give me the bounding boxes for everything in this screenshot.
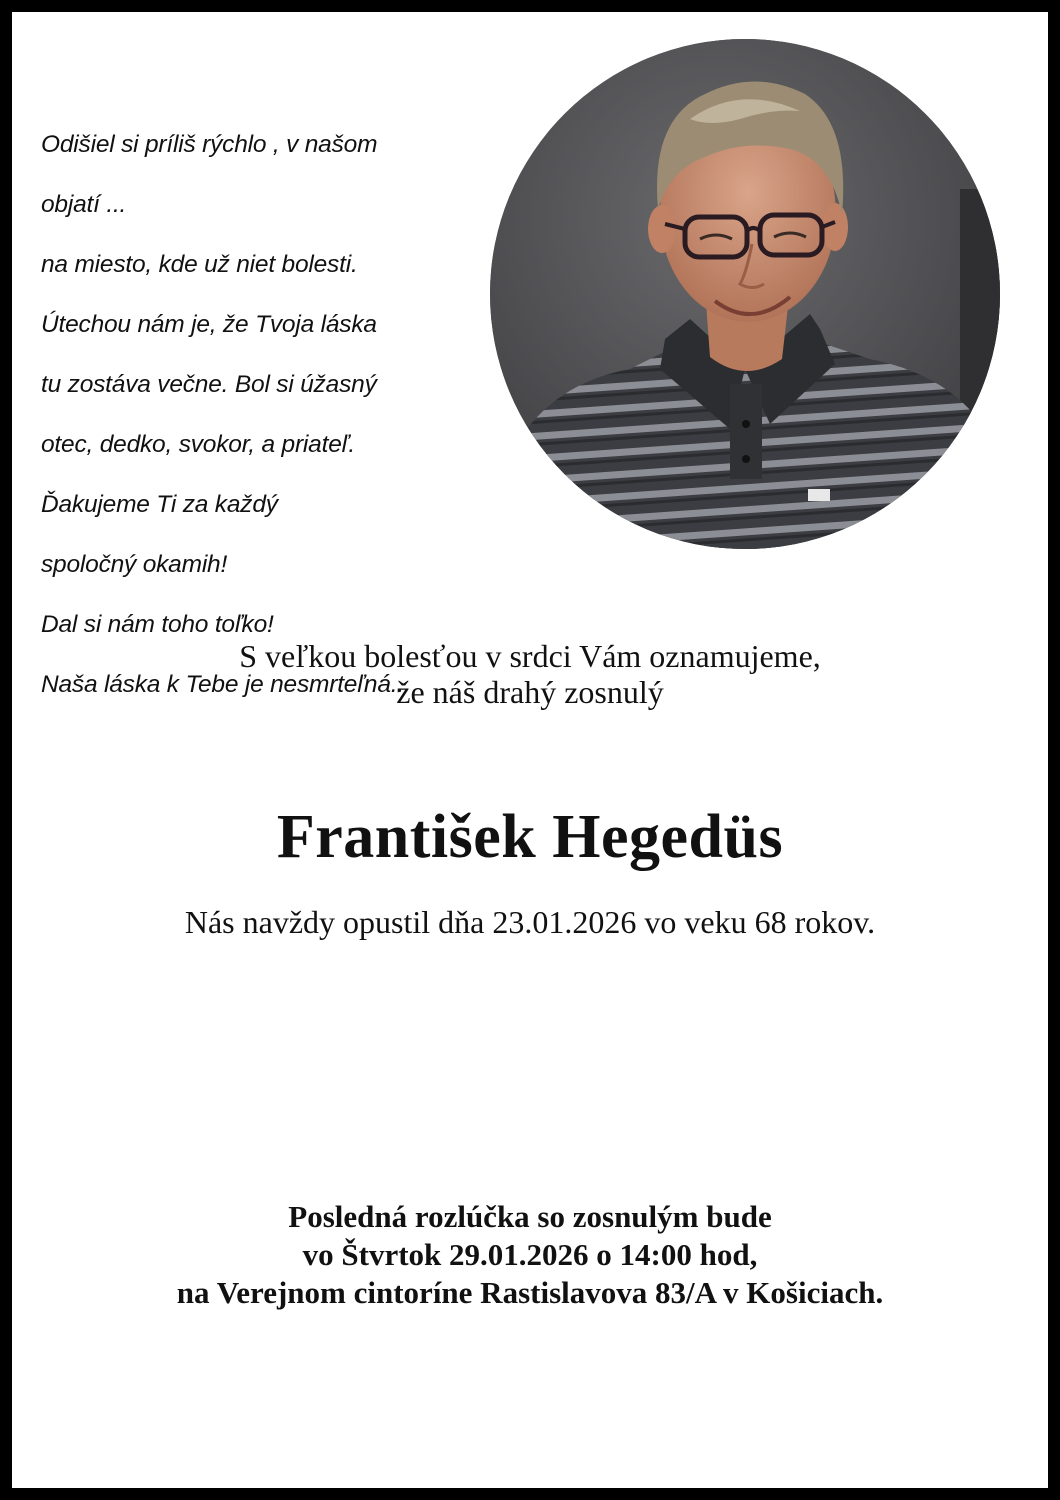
poem-line: tu zostáva večne. Bol si úžasný	[41, 371, 377, 398]
funeral-line: na Verejnom cintoríne Rastislavova 83/A v Košiciach.	[176, 1275, 884, 1310]
poem-line: objatí ...	[41, 191, 127, 218]
funeral-line: Posledná rozlúčka so zosnulým bude	[288, 1199, 772, 1234]
obituary-page	[12, 12, 1048, 1488]
poem-line: otec, dedko, svokor, a priateľ.	[41, 431, 355, 458]
poem-line: Dal si nám toho toľko!	[41, 611, 274, 638]
poem-line: Ďakujeme Ti za každý	[41, 491, 278, 518]
portrait-photo	[490, 39, 1000, 549]
poem-line: Útechou nám je, že Tvoja láska	[41, 311, 377, 338]
funeral-details	[12, 1198, 1048, 1312]
poem	[41, 100, 511, 730]
portrait-illustration	[490, 39, 1000, 549]
intro-line: že náš drahý zosnulý	[396, 674, 664, 710]
death-notice: Nás navždy opustil dňa 23.01.2026 vo veku 68 rokov.	[184, 904, 876, 940]
deceased-name: František Hegedüs	[276, 803, 784, 871]
funeral-line: vo Štvrtok 29.01.2026 o 14:00 hod,	[302, 1237, 758, 1272]
poem-line: spoločný okamih!	[41, 551, 228, 578]
announcement-intro	[12, 638, 1048, 710]
poem-line: Odišiel si príliš rýchlo , v našom	[41, 131, 378, 158]
poem-line: Naša láska k Tebe je nesmrteľná..	[41, 671, 404, 698]
intro-line: S veľkou bolesťou v srdci Vám oznamujeme,	[239, 638, 821, 674]
poem-line: na miesto, kde už niet bolesti.	[41, 251, 358, 278]
